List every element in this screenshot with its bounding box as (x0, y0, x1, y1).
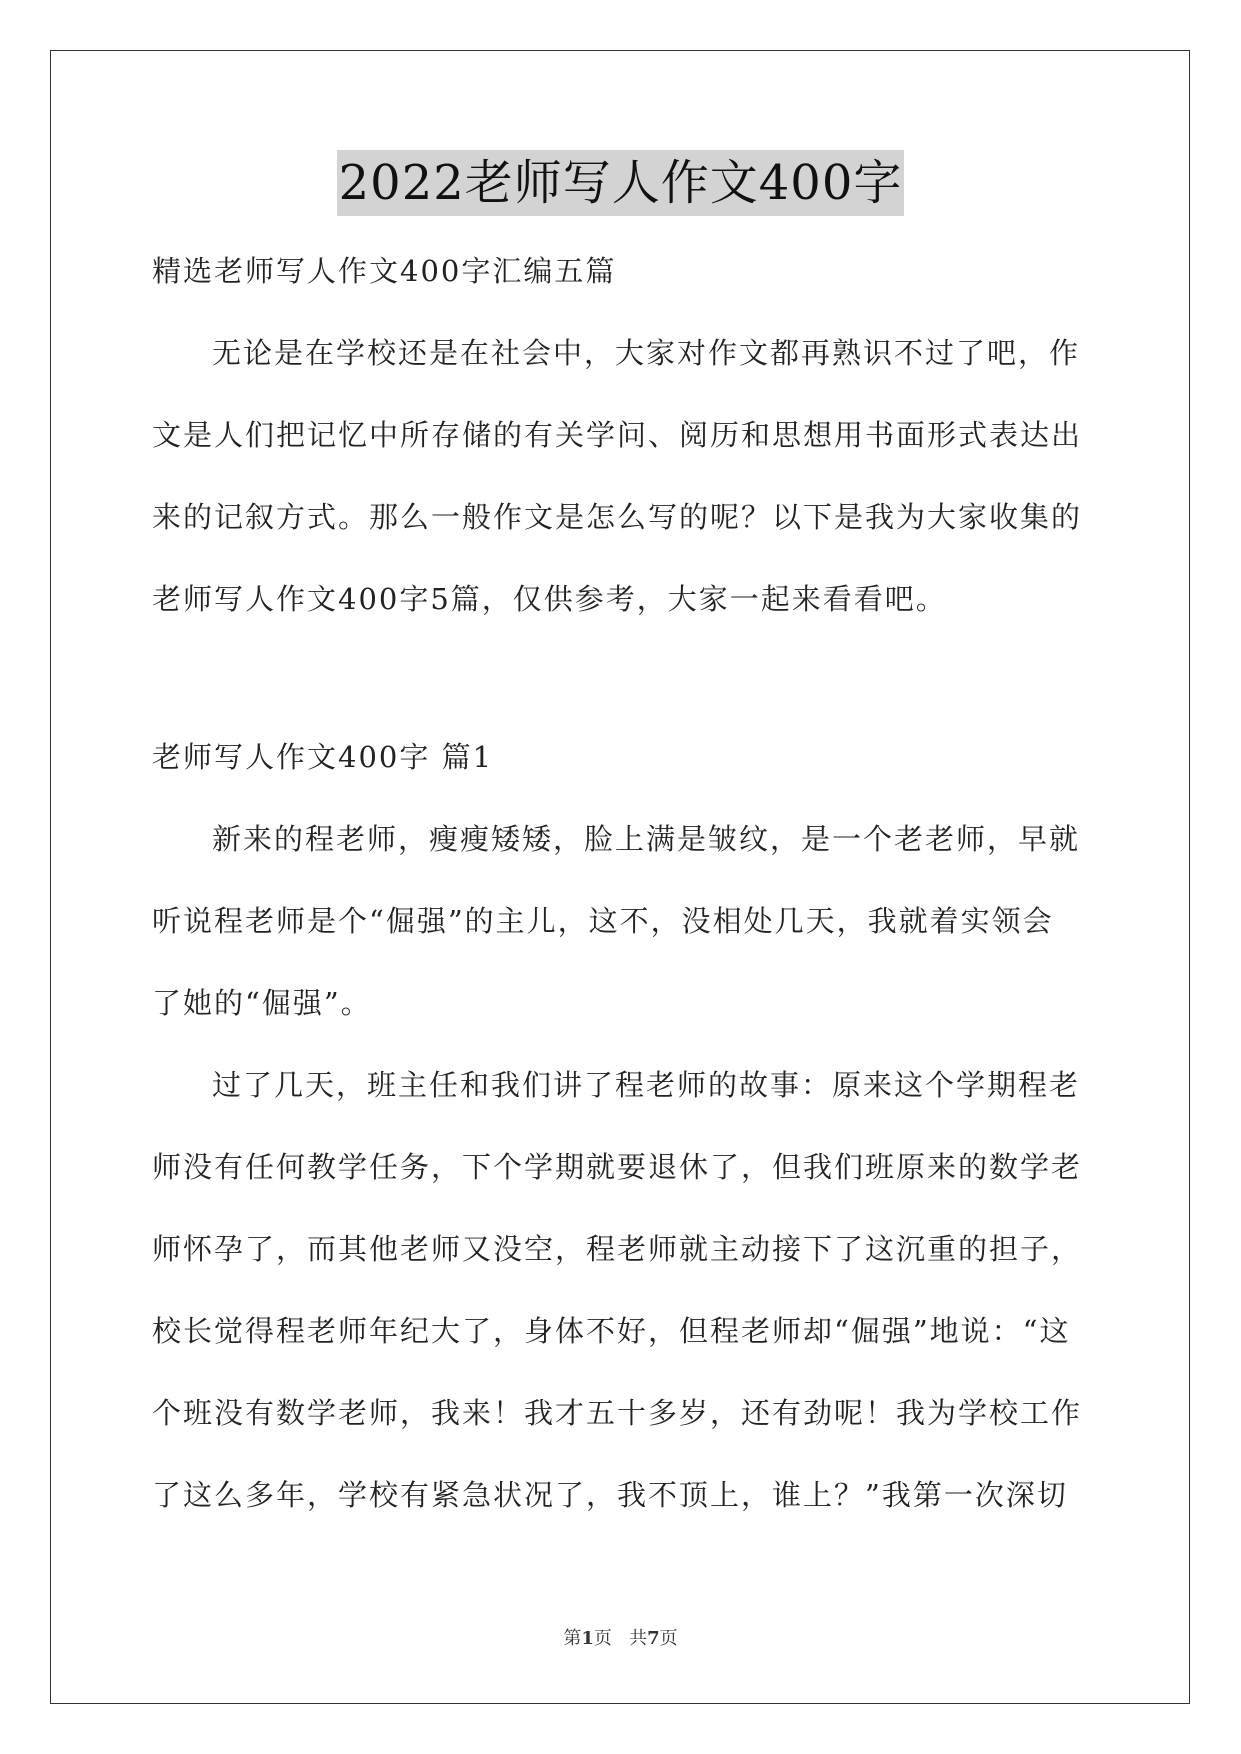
title-container (0, 150, 1241, 216)
section-heading: 老师写人作文400字 篇1 (152, 740, 494, 774)
paragraph-line: 过了几天，班主任和我们讲了程老师的故事：原来这个学期程老 (212, 1068, 1081, 1102)
paragraph-line: 听说程老师是个“倔强”的主儿，这不，没相处几天，我就着实领会 (152, 904, 1054, 938)
intro-line: 文是人们把记忆中所存储的有关学问、阅历和思想用书面形式表达出 (152, 418, 1083, 452)
page-suffix: 页 (593, 1628, 612, 1649)
page-number: 1 (581, 1628, 594, 1649)
paragraph-line: 了这么多年，学校有紧急状况了，我不顶上，谁上？”我第一次深切 (152, 1478, 1068, 1512)
document-body (152, 230, 1090, 1536)
paragraph-line: 了她的“倔强”。 (152, 986, 372, 1020)
paragraph-line: 校长觉得程老师年纪大了，身体不好，但程老师却“倔强”地说：“这 (152, 1314, 1071, 1348)
total-prefix: 共 (629, 1628, 648, 1649)
subtitle: 精选老师写人作文400字汇编五篇 (152, 254, 617, 288)
paragraph-gap (152, 640, 1090, 716)
paragraph-line: 师没有任何教学任务，下个学期就要退休了，但我们班原来的数学老 (152, 1150, 1083, 1184)
total-pages: 7 (647, 1628, 660, 1649)
total-suffix: 页 (659, 1628, 678, 1649)
paragraph-line: 新来的程老师，瘦瘦矮矮，脸上满是皱纹，是一个老老师，早就 (212, 822, 1081, 856)
paragraph-line: 个班没有数学老师，我来！我才五十多岁，还有劲呢！我为学校工作 (152, 1396, 1083, 1430)
paragraph-line: 师怀孕了，而其他老师又没空，程老师就主动接下了这沉重的担子， (152, 1232, 1083, 1266)
page-prefix: 第 (563, 1628, 582, 1649)
document-title: 2022老师写人作文400字 (337, 150, 905, 216)
intro-line: 无论是在学校还是在社会中，大家对作文都再熟识不过了吧，作 (212, 336, 1081, 370)
intro-line: 老师写人作文400字5篇，仅供参考，大家一起来看看吧。 (152, 582, 947, 616)
page-footer (0, 1624, 1241, 1650)
intro-line: 来的记叙方式。那么一般作文是怎么写的呢？以下是我为大家收集的 (152, 500, 1083, 534)
